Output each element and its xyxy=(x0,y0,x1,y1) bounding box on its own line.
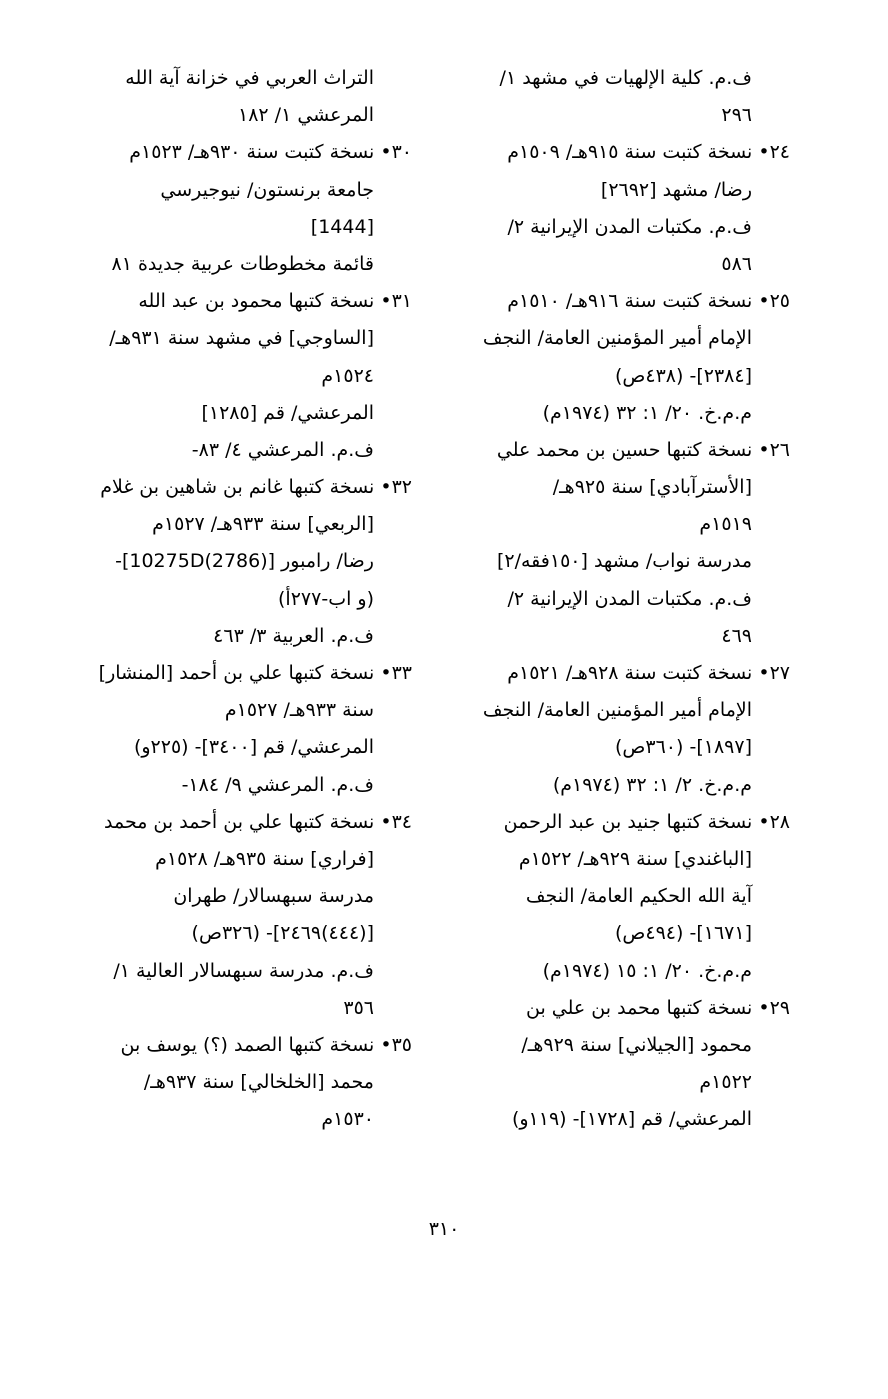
entry-detail-line: ف.م. المرعشي ٤/ ٨٣- xyxy=(191,438,374,461)
entry-detail-line: [فراري] سنة ٩٣٥هـ/ ١٥٢٨م xyxy=(155,847,374,870)
entry-detail-line: المرعشي/ قم [١٢٨٥] xyxy=(201,401,374,424)
entry-detail-line: ١٥٢٤م xyxy=(321,364,374,387)
entry-detail-line: ف.م. مكتبات المدن الإيرانية ٢/ xyxy=(507,215,752,238)
entry-heading-line: ٢٦• نسخة كتبها حسين بن محمد علي xyxy=(496,438,790,461)
entry-detail-line: [الربعي] سنة ٩٣٣هـ/ ١٥٢٧م xyxy=(152,513,374,536)
entry-heading-line: ٢٥• نسخة كتبت سنة ٩١٦هـ/ ١٥١٠م xyxy=(507,290,790,313)
entry-detail-line: م.م.خ. ٢/ ١: ٣٢ (١٩٧٤م) xyxy=(552,773,752,796)
entry-detail-line: الإمام أمير المؤمنين العامة/ النجف xyxy=(482,327,752,350)
entry-detail-line: رضا/ مشهد [٢٦٩٢] xyxy=(600,178,752,201)
entry-heading-line: ٢٨• نسخة كتبها جنيد بن عبد الرحمن xyxy=(503,810,790,833)
entry-detail-line: آية الله الحكيم العامة/ النجف xyxy=(525,885,752,908)
entry-heading-line: ٣٥• نسخة كتبها الصمد (؟) يوسف بن xyxy=(120,1033,412,1056)
entry-detail-line: الإمام أمير المؤمنين العامة/ النجف xyxy=(482,699,752,722)
entry-detail-line: [(٤٤٤)٢٤٦٩]- (٣٢٦ص) xyxy=(191,922,374,945)
entry-detail-line: ٣٥٦ xyxy=(343,996,374,1019)
entry-heading-line: ٣٢• نسخة كتبها غانم بن شاهين بن غلام xyxy=(100,476,412,499)
entry-detail-line: [١٦٧١]- (٤٩٤ص) xyxy=(615,922,752,945)
entry-detail-line: ٤٦٩ xyxy=(721,624,752,647)
entry-detail-line: (و اب-٢٧٧أ) xyxy=(278,587,374,610)
entry-detail-line: المرعشي ١/ ١٨٢ xyxy=(238,104,374,127)
entry-detail-line: [الساوجي] في مشهد سنة ٩٣١هـ/ xyxy=(109,327,374,350)
entry-detail-line: مدرسة نواب/ مشهد [١٥٠فقه/٢] xyxy=(496,550,752,573)
entry-detail-line: [٢٣٨٤]- (٤٣٨ص) xyxy=(615,364,752,387)
entry-detail-line: رضا/ رامبور [10275D(2786)]- xyxy=(115,550,374,573)
page-number: ٣١٠ xyxy=(428,1218,460,1240)
entry-detail-line: ف.م. مكتبات المدن الإيرانية ٢/ xyxy=(507,587,752,610)
entry-heading-line: ٣٤• نسخة كتبها علي بن أحمد بن محمد xyxy=(103,810,412,833)
entry-detail-line: المرعشي/ قم [٣٤٠٠]- (٢٢٥و) xyxy=(133,736,374,759)
entry-detail-line: سنة ٩٣٣هـ/ ١٥٢٧م xyxy=(224,699,374,722)
entry-heading-line: ٢٧• نسخة كتبت سنة ٩٢٨هـ/ ١٥٢١م xyxy=(507,662,790,684)
entry-detail-line: [١٨٩٧]- (٣٦٠ص) xyxy=(615,736,752,759)
entry-heading-line: ٣٣• نسخة كتبها علي بن أحمد [المنشار] xyxy=(98,662,412,684)
entry-detail-line: ف.م. مدرسة سبهسالار العالية ١/ xyxy=(113,959,374,982)
entry-detail-line: ١٥١٩م xyxy=(699,513,752,536)
entry-detail-line: التراث العربي في خزانة آية الله xyxy=(125,67,374,89)
entry-heading-line: ٢٩• نسخة كتبها محمد بن علي بن xyxy=(526,996,790,1019)
entry-detail-line: جامعة برنستون/ نيوجيرسي xyxy=(160,178,374,201)
entry-detail-line: ف.م. العربية ٣/ ٤٦٣ xyxy=(213,624,374,647)
entry-heading-line: ٣٠• نسخة كتبت سنة ٩٣٠هـ/ ١٥٢٣م xyxy=(129,141,412,164)
entry-detail-line: [الباغندي] سنة ٩٢٩هـ/ ١٥٢٢م xyxy=(518,847,752,870)
entry-heading-line: ٢٤• نسخة كتبت سنة ٩١٥هـ/ ١٥٠٩م xyxy=(507,141,790,164)
entry-detail-line: [الأسترآبادي] سنة ٩٢٥هـ/ xyxy=(552,476,752,499)
entry-detail-line: المرعشي/ قم [١٧٢٨]- (١١٩و) xyxy=(511,1108,752,1131)
entry-detail-line: ٥٨٦ xyxy=(721,252,752,275)
entry-detail-line: [1444] xyxy=(310,215,374,238)
entry-detail-line: مدرسة سبهسالار/ طهران xyxy=(173,885,374,908)
entry-detail-line: ٢٩٦ xyxy=(721,104,752,127)
entry-detail-line: محمود [الجيلاني] سنة ٩٢٩هـ/ xyxy=(521,1033,752,1056)
entry-detail-line: ١٥٣٠م xyxy=(321,1108,374,1131)
entry-detail-line: محمد [الخلخالي] سنة ٩٣٧هـ/ xyxy=(143,1071,374,1094)
entry-detail-line: م.م.خ. ٢٠/ ١: ٣٢ (١٩٧٤م) xyxy=(542,401,752,424)
entry-detail-line: ف.م. كلية الإلهيات في مشهد ١/ xyxy=(499,67,752,89)
entry-detail-line: قائمة مخطوطات عربية جديدة ٨١ xyxy=(111,252,374,275)
entry-heading-line: ٣١• نسخة كتبها محمود بن عبد الله xyxy=(138,290,412,313)
entry-detail-line: ١٥٢٢م xyxy=(699,1071,752,1094)
entry-detail-line: م.م.خ. ٢٠/ ١: ١٥ (١٩٧٤م) xyxy=(542,959,752,982)
right-column xyxy=(440,60,790,1138)
entry-detail-line: ف.م. المرعشي ٩/ ١٨٤- xyxy=(181,773,374,796)
left-column xyxy=(62,60,412,1138)
